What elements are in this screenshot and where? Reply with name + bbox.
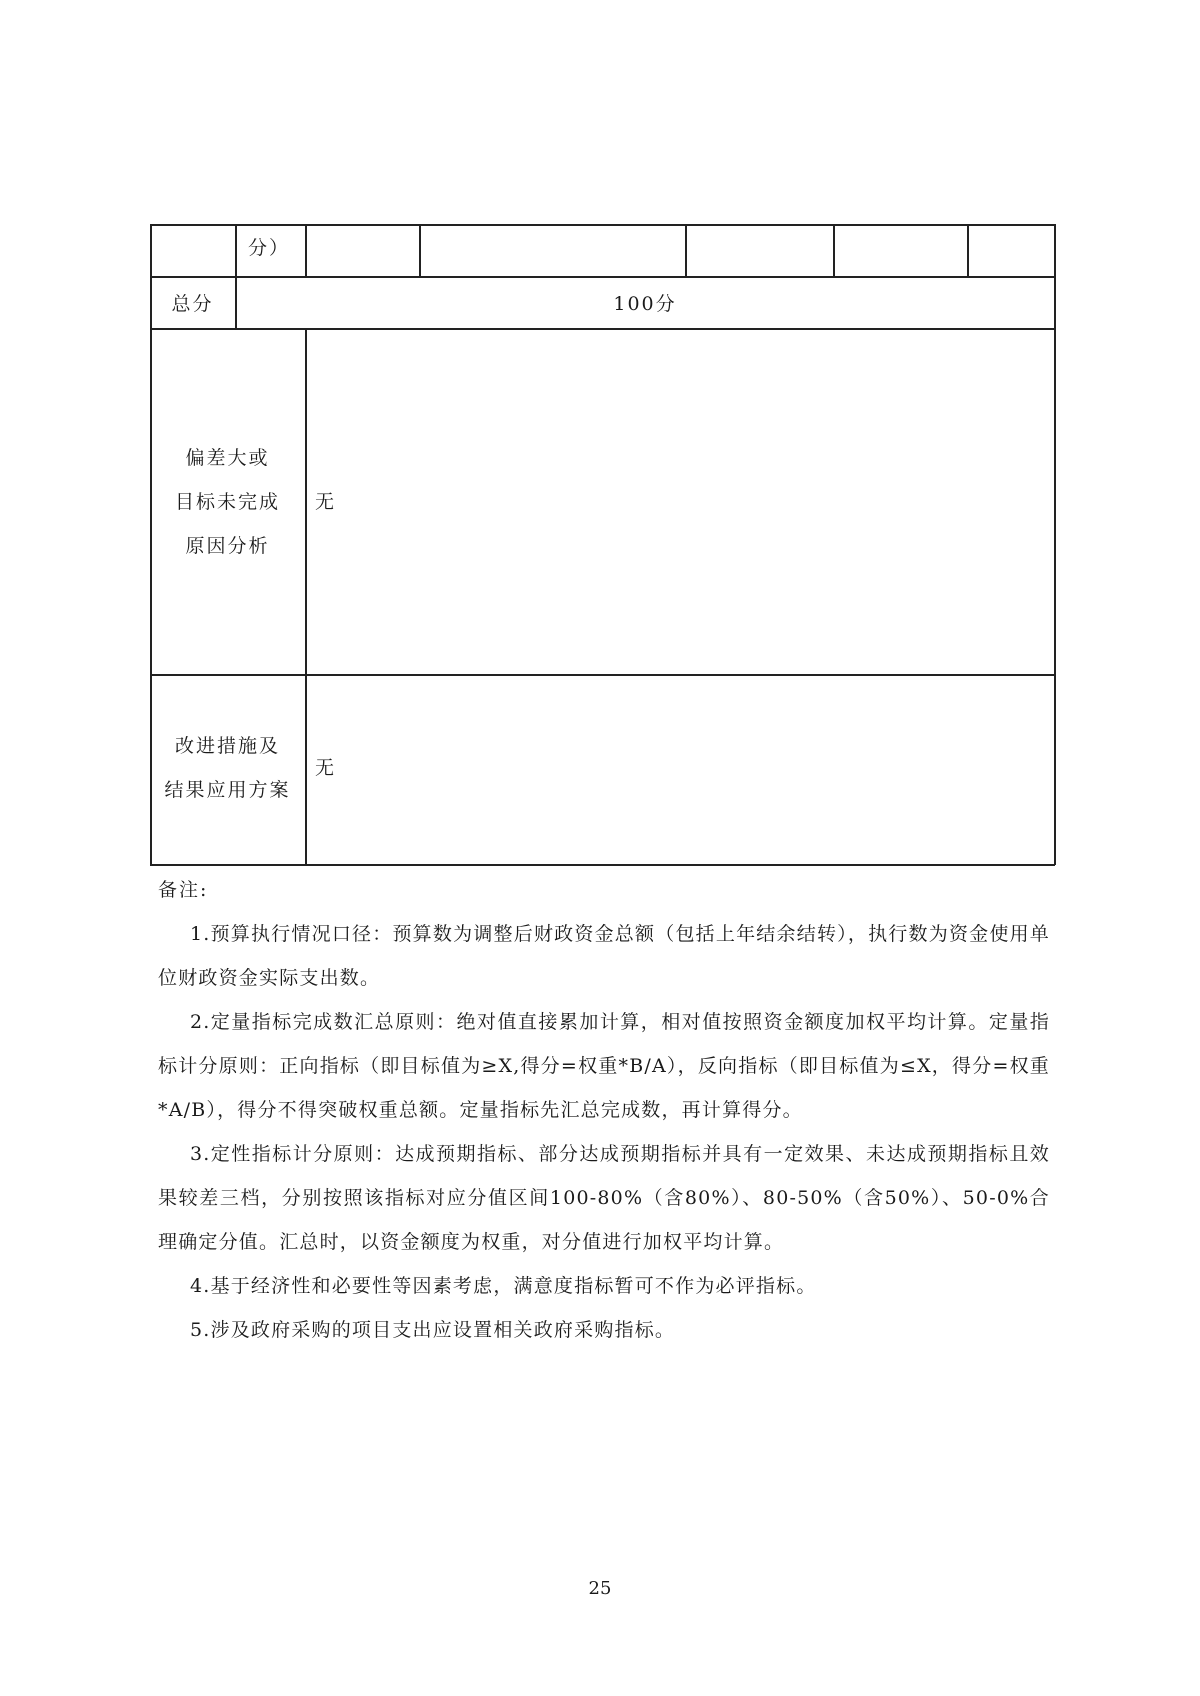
column-divider bbox=[833, 224, 835, 276]
deviation-label-line: 偏差大或 bbox=[185, 447, 270, 469]
row-divider bbox=[150, 328, 1055, 330]
improvement-label bbox=[150, 724, 305, 812]
improvement-content: 无 bbox=[315, 757, 337, 779]
row-divider bbox=[150, 674, 1055, 676]
deviation-label-line: 目标未完成 bbox=[174, 491, 280, 513]
deviation-label bbox=[150, 436, 305, 568]
deviation-content: 无 bbox=[315, 491, 337, 513]
note-item: 2.定量指标完成数汇总原则：绝对值直接累加计算，相对值按照资金额度加权平均计算。定量指标计分原则：正向指标（即目标值为≥X,得分=权重*B/A），反向指标（即目标值为≤X，得分=权重*A/B），得分不得突破权重总额。定量指标先汇总完成数，再计算得分。 bbox=[158, 1011, 1050, 1121]
column-divider bbox=[305, 224, 307, 276]
note-item: 5.涉及政府采购的项目支出应设置相关政府采购指标。 bbox=[190, 1319, 676, 1341]
score-fragment-cell: 分） bbox=[248, 237, 291, 259]
note-item: 4.基于经济性和必要性等因素考虑，满意度指标暂可不作为必评指标。 bbox=[190, 1275, 817, 1297]
column-divider bbox=[685, 224, 687, 276]
note-item: 3.定性指标计分原则：达成预期指标、部分达成预期指标并具有一定效果、未达成预期指标且效果较差三档，分别按照该指标对应分值区间100-80%（含80%）、80-50%（含50%）、50-0%合理确定分值。汇总时，以资金额度为权重，对分值进行加权平均计算。 bbox=[158, 1143, 1050, 1253]
performance-table bbox=[150, 224, 1055, 864]
notes-section bbox=[158, 868, 1050, 1352]
note-item: 1.预算执行情况口径：预算数为调整后财政资金总额（包括上年结余结转），执行数为资金使用单位财政资金实际支出数。 bbox=[158, 923, 1050, 989]
improvement-label-line: 结果应用方案 bbox=[164, 779, 291, 801]
notes-title: 备注: bbox=[158, 879, 209, 901]
column-divider bbox=[419, 224, 421, 276]
column-divider bbox=[305, 328, 307, 865]
total-value: 100分 bbox=[613, 293, 677, 315]
table-border-bottom bbox=[150, 864, 1055, 866]
row-divider bbox=[150, 276, 1055, 278]
improvement-label-line: 改进措施及 bbox=[174, 735, 280, 757]
deviation-label-line: 原因分析 bbox=[185, 535, 270, 557]
total-label: 总分 bbox=[171, 293, 214, 315]
column-divider bbox=[967, 224, 969, 276]
page-number: 25 bbox=[588, 1578, 612, 1599]
